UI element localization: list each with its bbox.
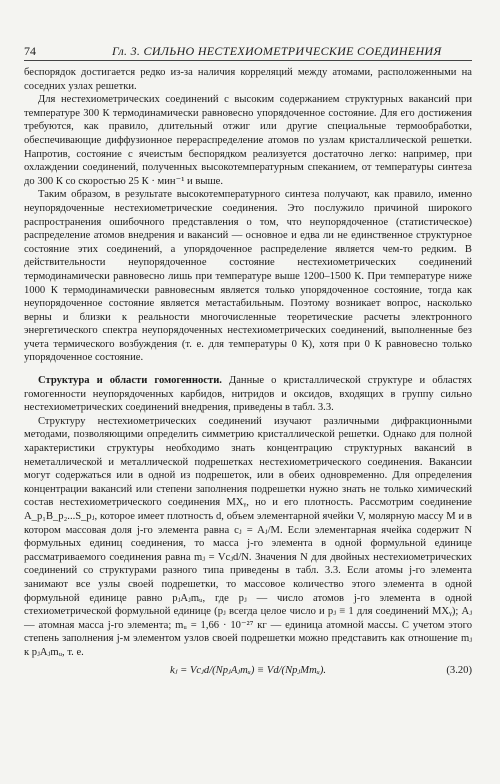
section-intro [24, 374, 472, 415]
paragraph-3: Таким образом, в результате высокотемпературного синтеза получают, как правило, именно неупорядоченные нестехиометрические соединения. Это послужило причиной широкого распространения ошибочного представления о том, что неупорядоченное (статистическое) распределение атомов внедрения и вакансий — основное и едва ли не единственное структурное состояние этих соединений, а упорядоченное распределение является чем-то редким. В действительности неупорядоченное состояние нестехиометрических соединений термодинамически равновесно лишь при температуре выше 1200–1500 К. При температуре ниже 1000 К термодинамически равновесным является только упорядоченное состояние, тогда как неупорядоченное состояние является метастабильным. Поэтому возникает вопрос, насколько верны и близки к реальности многочисленные теоретические расчеты электронного энергетического спектра неупорядоченных нестехиометрических соединений, выполненные без учета термического возбуждения (т. е. для температуры 0 К), хотя при 0 К равновесно только упорядоченное состояние. [24, 189, 472, 364]
section-heading: Структура и области гомогенности. [38, 375, 222, 387]
equation-3-20 [24, 664, 472, 682]
section-gap [24, 365, 472, 374]
paragraph-2: Для нестехиометрических соединений с высоким содержанием структурных вакансий при температуре 300 К термодинамически равновесно упорядоченное состояние. Для его достижения требуются, как правило, длительный отжиг или другие специальные термообработки, обеспечивающие диффузионное перераспределение атомов по узлам кристаллической решетки. Напротив, состояние с ячеистым беспорядком реализуется достаточно легко: например, при охлаждении соединений, полученных высокотемпературным спеканием, от температуры синтеза до 300 К со скоростью 25 К · мин⁻¹ и выше. [24, 94, 472, 187]
running-header [24, 44, 472, 61]
section-lead: Данные о кристаллической структуре и областях гомогенности неупорядоченных карбидов, нитридов и оксидов, входящих в группу сильно нестехиометрических соединений внедрения, приведены в табл. 3.3. [24, 375, 472, 414]
equation-formula: kⱼ = Vcⱼd/(NpⱼAⱼmᵤ) ≡ Vd/(NpⱼMmᵤ). [170, 664, 326, 676]
paragraph-1: беспорядок достигается редко из-за наличия корреляций между атомами, расположенными на соседних узлах решетки. [24, 67, 472, 92]
equation-number: (3.20) [446, 664, 472, 676]
page-number: 74 [24, 44, 36, 58]
section-body: Структуру нестехиометрических соединений изучают различными дифракционными методами, позволяющими определить симметрию кристаллической решетки. Однако для полной характеристики структуры необходимо знать концентрацию структурных вакансий в неметаллической и металлической подрешетках нестехиометрического соединения. Вакансии могут содержаться или в одной из подрешеток, или в обеих одновременно. Для определения концентрации вакансий или степени заполнения подрешетки нужно знать не только химический состав нестехиометрического соединения MXᵧ, но и его плотность. Рассмотрим соединение A_p₁B_p₂...S_pⱼ, которое имеет плотность d, объем элементарной ячейки V, молярную массу M и в котором массовая доля j-го элемента равна cⱼ = Aⱼ/M. Если элементарная ячейка содержит N формульных единиц соединения, то масса j-го элемента в одной формульной единице рассматриваемого соединения равна mⱼ = Vcⱼd/N. Значения N для двойных нестехиометрических соединений со структурами разного типа приведены в табл. 3.3. Если атомы j-го элемента занимают все узлы своей подрешетки, то массовое количество этого элемента в одной формульной единице равно pⱼAⱼmᵤ, где pⱼ — число атомов j-го элемента в одной стехиометрической формульной единице (pⱼ всегда целое число и pⱼ ≡ 1 для соединений MXᵧ); Aⱼ — атомная масса j-го элемента; mᵤ = 1,66 · 10⁻²⁷ кг — единица атомной массы. С учетом этого степень заполнения j-м элементом узлов своей подрешетки можно представить как отношение mⱼ к pⱼAⱼmᵤ, т. е. [24, 415, 472, 658]
page-body [24, 66, 472, 682]
chapter-title: Гл. 3. СИЛЬНО НЕСТЕХИОМЕТРИЧЕСКИЕ СОЕДИНЕНИЯ [112, 44, 442, 58]
